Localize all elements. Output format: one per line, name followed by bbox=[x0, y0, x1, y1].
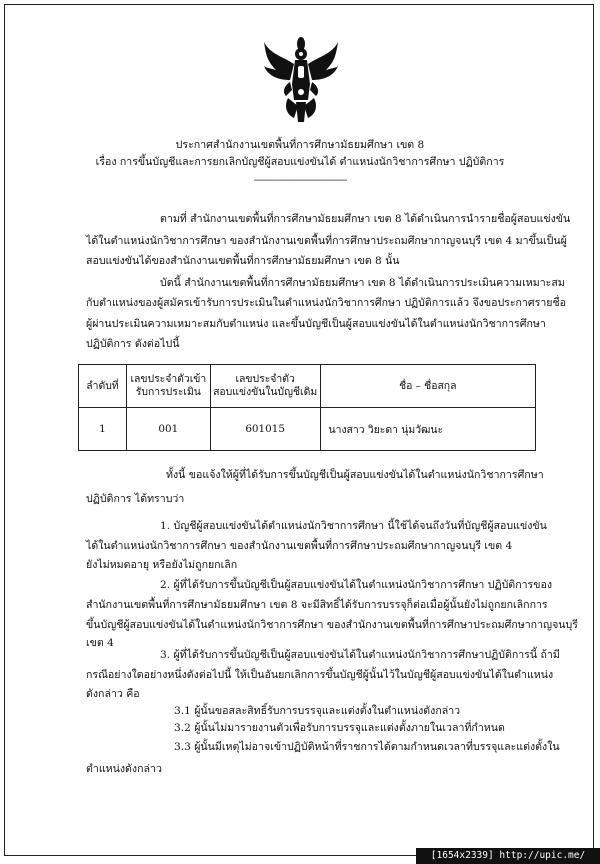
paragraph-line: ปฏิบัติการ ได้ทราบว่า bbox=[86, 493, 185, 505]
garuda-emblem-icon bbox=[262, 34, 340, 124]
paragraph-line: กับตำแหน่งของผู้สมัครเข้ารับการประเมินในตำแหน่งนักวิชาการศึกษา ปฏิบัติการแล้ว จึงขอประกาศรายชื่อ bbox=[86, 297, 567, 309]
list-item-line: 3. ผู้ที่ได้รับการขึ้นบัญชีเป็นผู้สอบแข่งขันได้ในตำแหน่งนักวิชาการศึกษาปฏิบัติการนี้ ถ้ามี bbox=[160, 649, 560, 661]
candidate-table bbox=[78, 364, 536, 451]
sub-item: 3.3 ผู้นั้นมีเหตุไม่อาจเข้าปฏิบัติหน้าที่ราชการได้ตามกำหนดเวลาที่บรรจุและแต่งตั้งใน bbox=[174, 741, 560, 753]
column-header: เลขประจำตัว สอบแข่งขันในบัญชีเดิม bbox=[210, 365, 320, 408]
list-item-line: เขต 4 bbox=[86, 637, 114, 649]
table-cell: นางสาว วิยะดา นุ่มวัฒนะ bbox=[320, 408, 535, 451]
paragraph-line: สอบแข่งขันได้ของสำนักงานเขตพื้นที่การศึกษามัธยมศึกษา เขต 8 นั้น bbox=[86, 255, 400, 267]
paragraph-line: ทั้งนี้ ขอแจ้งให้ผู้ที่ได้รับการขึ้นบัญชีเป็นผู้สอบแข่งขันได้ในตำแหน่งนักวิชาการศึกษา bbox=[166, 469, 544, 481]
list-item-line: สำนักงานเขตพื้นที่การศึกษามัธยมศึกษา เขต 8 จะมีสิทธิ์ได้รับการบรรจุก็ต่อเมื่อผู้นั้นยังไม่ถูกยกเลิกการ bbox=[86, 599, 548, 611]
paragraph-line: ปฏิบัติการ ดังต่อไปนี้ bbox=[86, 338, 180, 350]
watermark-stamp: [1654x2339] http://upic.me/ bbox=[416, 848, 600, 864]
list-item-line: ดังกล่าว คือ bbox=[86, 688, 140, 700]
list-item-line: ขึ้นบัญชีผู้สอบแข่งขันได้ในตำแหน่งนักวิชาการศึกษา ของสำนักงานเขตพื้นที่การศึกษาประถมศึกษากาญจนบุรี bbox=[86, 619, 578, 631]
column-header: ลำดับที่ bbox=[79, 365, 127, 408]
paragraph-line: ตามที่ สำนักงานเขตพื้นที่การศึกษามัธยมศึกษา เขต 8 ได้ดำเนินการนำรายชื่อผู้สอบแข่งขัน bbox=[160, 213, 571, 225]
sub-item: 3.1 ผู้นั้นขอสละสิทธิ์รับการบรรจุและแต่งตั้งในตำแหน่งดังกล่าว bbox=[174, 705, 461, 717]
sub-item: 3.2 ผู้นั้นไม่มารายงานตัวเพื่อรับการบรรจุและแต่งตั้งภายในเวลาที่กำหนด bbox=[174, 722, 505, 734]
announcement-subject: เรื่อง การขึ้นบัญชีและการยกเลิกบัญชีผู้สอบแข่งขันได้ ตำแหน่งนักวิชาการศึกษา ปฏิบัติการ bbox=[95, 156, 505, 168]
table-cell: 601015 bbox=[210, 408, 320, 451]
list-item-line: กรณีอย่างใดอย่างหนึ่งดังต่อไปนี้ ให้เป็นอันยกเลิกการขึ้นบัญชีผู้นั้นไว้ในบัญชีผู้สอบแข่งขันได้ในตำแหน่ง bbox=[86, 669, 554, 681]
paragraph-line: ได้ในตำแหน่งนักวิชาการศึกษา ของสำนักงานเขตพื้นที่การศึกษาประถมศึกษากาญจนบุรี เขต 4 มาขึ้นเป็นผู้ bbox=[86, 235, 567, 247]
list-item-line: 1. บัญชีผู้สอบแข่งขันได้ตำแหน่งนักวิชาการศึกษา นี้ใช้ได้จนถึงวันที่บัญชีผู้สอบแข่งขัน bbox=[160, 520, 547, 532]
table-row bbox=[79, 408, 536, 451]
paragraph-line: บัดนี้ สำนักงานเขตพื้นที่การศึกษามัธยมศึกษา เขต 8 ได้ดำเนินการประเมินความเหมาะสม bbox=[160, 277, 565, 289]
list-item-line: 2. ผู้ที่ได้รับการขึ้นบัญชีเป็นผู้สอบแข่งขันได้ในตำแหน่งนักวิชาการศึกษา ปฏิบัติการของ bbox=[160, 579, 553, 591]
list-item-line: ยังไม่หมดอายุ หรือยังไม่ถูกยกเลิก bbox=[86, 559, 238, 571]
column-header: เลขประจำตัวเข้า รับการประเมิน bbox=[126, 365, 210, 408]
header-divider: ------------------------------------ bbox=[253, 174, 347, 186]
announcement-title: ประกาศสำนักงานเขตพื้นที่การศึกษามัธยมศึกษา เขต 8 bbox=[175, 139, 425, 151]
paragraph-line: ผู้ผ่านประเมินความเหมาะสมกับตำแหน่ง และขึ้นบัญชีเป็นผู้สอบแข่งขันได้ในตำแหน่งนักวิชาการศึกษา bbox=[86, 318, 546, 330]
table-cell: 001 bbox=[126, 408, 210, 451]
column-header: ชื่อ – ชื่อสกุล bbox=[320, 365, 535, 408]
sub-item-tail: ตำแหน่งดังกล่าว bbox=[86, 763, 162, 775]
table-header-row bbox=[79, 365, 536, 408]
list-item-line: ได้ในตำแหน่งนักวิชาการศึกษา ของสำนักงานเขตพื้นที่การศึกษาประถมศึกษากาญจนบุรี เขต 4 bbox=[86, 540, 513, 552]
table-cell: 1 bbox=[79, 408, 127, 451]
